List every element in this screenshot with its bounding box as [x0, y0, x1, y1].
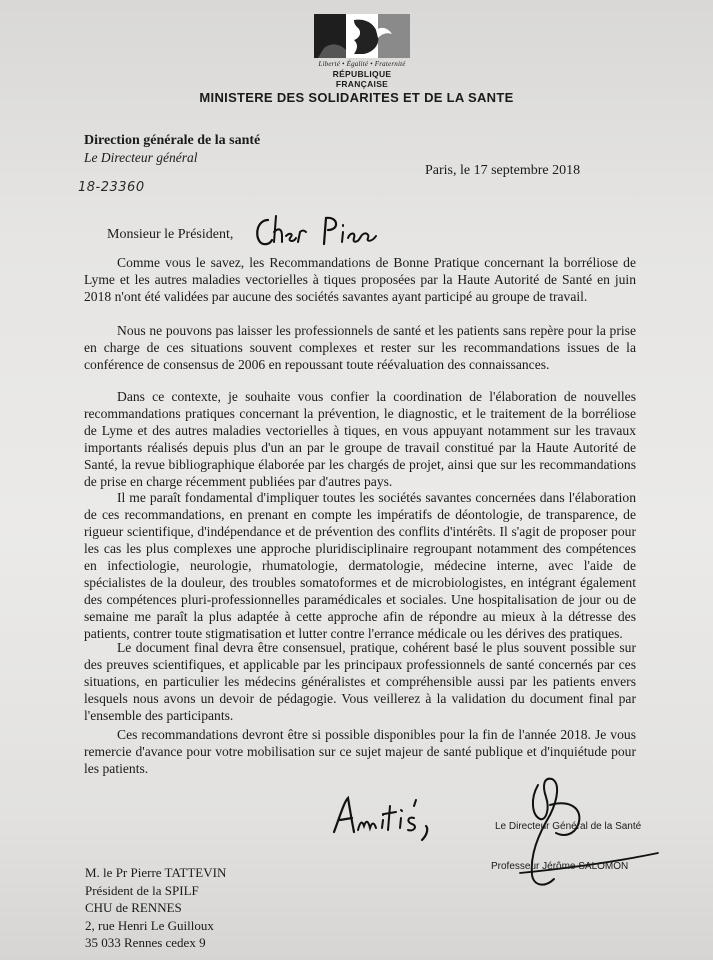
- signature-title: Le Directeur Général de la Santé: [495, 821, 642, 832]
- devise-text: Liberté • Égalité • Fraternité: [318, 60, 406, 68]
- sender-direction: Direction générale de la santé: [84, 133, 261, 148]
- ministry-name: MINISTERE DES SOLIDARITES ET DE LA SANTE: [199, 90, 514, 105]
- address-line: CHU de RENNES: [85, 900, 182, 915]
- handwritten-salutation: [250, 212, 385, 252]
- address-line: M. le Pr Pierre TATTEVIN: [85, 865, 227, 880]
- reference-number: 18-23360: [78, 180, 145, 195]
- sender-role: Le Directeur général: [84, 150, 198, 165]
- paragraph-4: Il me paraît fondamental d'impliquer toutes les sociétés savantes concernées dans l'élaboration de ces recommandations, en prenant en compte les impératifs de déontologie, de transparence, de rigueur scientifique, d'indépendance et de prévention des conflits d'intérêts. Il s'agit de proposer pour les cas les plus complexes une approche pluridisciplinaire regroupant notamment des compétences en infectiologie, neurologie, rhumatologie, dermatologie, médecine interne, avec l'aide de spécialistes de la douleur, des troubles somatoformes et de microbiologistes, en intégrant également des compétences pluri-professionnelles paramédicales et sociales. Une hospitalisation de jour ou de semaine me paraît la plus adaptée à cette approche afin de répondre au mieux à la détresse des patients, contrer toute stigmatisation et lutter contre l'errance médicale ou les dérives des pratiques.: [84, 490, 636, 641]
- paragraph-6: Ces recommandations devront être si possible disponibles pour la fin de l'année 2018. Je vous remercie d'avance pour votre mobilisation sur ce sujet majeur de santé publique et d'inquiétude pour les patients.: [84, 727, 636, 776]
- address-line: 2, rue Henri Le Guilloux: [85, 917, 214, 933]
- signature-name: Professeur Jérôme SALOMON: [491, 861, 629, 872]
- handwritten-closing: [330, 792, 445, 847]
- republique-francaise: RÉPUBLIQUE FRANÇAISE: [332, 69, 392, 89]
- director-signature: [480, 775, 665, 895]
- paragraph-3: Dans ce contexte, je souhaite vous confier la coordination de l'élaboration de nouvelles recommandations pratiques concernant la prévention, le diagnostic, et le traitement de la borréliose de Lyme et des autres maladies vectorielles à tiques, en vous appuyant notamment sur les travaux importants réalisés depuis plus d'un an par le groupe de travail constitué par la Haute Autorité de Santé, la revue bibliographique élaborée par les chargés de projet, ainsi que sur les recommandations de prise en charge récemment publiées par d'autres pays.: [84, 389, 636, 489]
- recipient-address: [85, 864, 226, 952]
- marianne-emblem-icon: [314, 14, 410, 58]
- paragraph-5: Le document final devra être consensuel, pratique, cohérent basé le plus souvent possible sur des preuves scientifiques, et applicable par les principaux professionnels de santé concernés par ces situations, en particulier les médecins généralistes et compréhensible aussi par les patients envers lesquels nous avons un devoir de pédagogie. Vous veillerez à la validation du document final par l'ensemble des participants.: [84, 640, 636, 723]
- address-line: Président de la SPILF: [85, 882, 199, 898]
- address-line: 35 033 Rennes cedex 9: [85, 935, 206, 950]
- marianne-logo: [314, 14, 410, 89]
- paragraph-1: Comme vous le savez, les Recommandations de Bonne Pratique concernant la borréliose de Lyme et les autres maladies vectorielles à tiques proposées par la Haute Autorité de Santé en juin 2018 n'ont été validées par aucune des sociétés savantes ayant participé au groupe de travail.: [84, 255, 636, 304]
- salutation: Monsieur le Président,: [107, 227, 234, 242]
- paragraph-2: Nous ne pouvons pas laisser les professionnels de santé et les patients sans repère pour la prise en charge de ces situations souvent complexes et rester sur les recommandations issues de la conférence de consensus de 2006 en repoussant toute réévaluation des connaissances.: [84, 323, 636, 372]
- letter-date: Paris, le 17 septembre 2018: [425, 163, 581, 178]
